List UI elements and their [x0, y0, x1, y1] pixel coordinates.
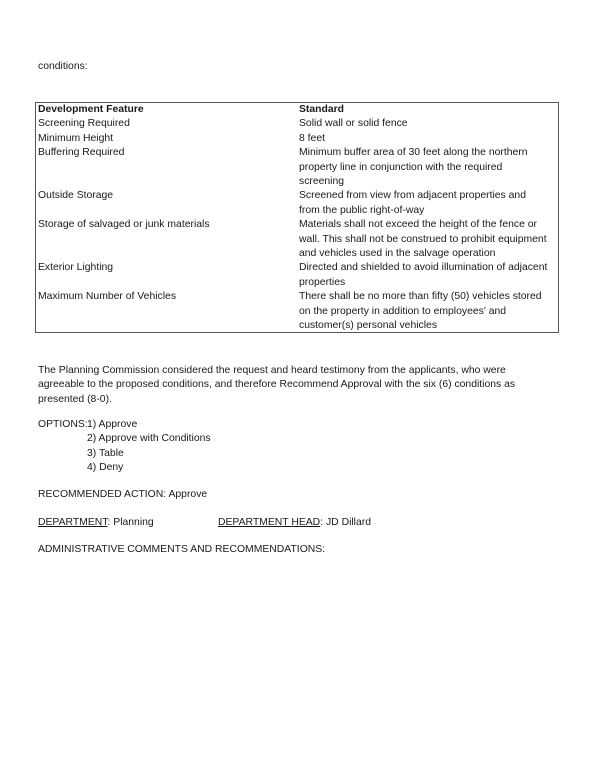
standard-cell [299, 261, 561, 290]
recommended-action: RECOMMENDED ACTION: Approve [38, 489, 208, 500]
feature-cell: Maximum Number of Vehicles [38, 291, 177, 303]
standard-cell [299, 132, 561, 146]
standard-line: There shall be no more than fifty (50) vehicles stored [299, 291, 542, 303]
standard-line: Minimum buffer area of 30 feet along the northern [299, 147, 528, 159]
option-item: 1) Approve [87, 419, 138, 430]
department-head-value: : JD Dillard [320, 517, 372, 528]
standard-line: Screened from view from adjacent properties and [299, 190, 526, 202]
paragraph-line: The Planning Commission considered the request and heard testimony from the applicants, who were [38, 365, 506, 376]
feature-cell: Screening Required [38, 118, 130, 130]
standard-line: properties [299, 276, 346, 288]
standard-line: Materials shall not exceed the height of the fence or [299, 219, 537, 231]
standard-cell [299, 218, 561, 261]
standard-line: screening [299, 176, 345, 187]
standard-line: customer(s) personal vehicles [299, 320, 438, 331]
standard-line: wall. This shall not be construed to prohibit equipment [299, 233, 547, 245]
feature-cell: Minimum Height [38, 132, 114, 144]
header-standard: Standard [299, 104, 345, 115]
paragraph-line: presented (8-0). [38, 393, 112, 405]
standard-line: property line in conjunction with the required [299, 161, 503, 173]
options-label: OPTIONS: [38, 419, 88, 430]
department-field [38, 516, 154, 530]
standard-line: and vehicles used in the salvage operation [299, 248, 496, 259]
option-item: 3) Table [87, 447, 124, 459]
department-head-label: DEPARTMENT HEAD [218, 517, 321, 528]
feature-cell: Exterior Lighting [38, 262, 114, 274]
development-standards-table [35, 102, 559, 333]
feature-cell: Buffering Required [38, 147, 125, 159]
option-item: 2) Approve with Conditions [87, 433, 211, 445]
paragraph-line: agreeable to the proposed conditions, and therefore Recommend Approval with the six (6) conditions as [38, 379, 516, 391]
department-value: : Planning [107, 517, 154, 528]
standard-cell [299, 117, 561, 131]
department-head-field [218, 516, 371, 530]
standard-line: on the property in addition to employees' and [299, 305, 507, 317]
commission-paragraph [38, 364, 578, 407]
standard-line: from the public right-of-way [299, 204, 425, 216]
standard-line: Solid wall or solid fence [299, 118, 408, 130]
standard-line: Directed and shielded to avoid illumination of adjacent [299, 262, 548, 274]
admin-comments-heading: ADMINISTRATIVE COMMENTS AND RECOMMENDATIONS: [38, 544, 326, 555]
intro-text: conditions: [38, 61, 88, 72]
department-label: DEPARTMENT [38, 517, 108, 528]
feature-cell: Storage of salvaged or junk materials [38, 219, 210, 231]
standard-cell [299, 290, 561, 333]
option-item: 4) Deny [87, 462, 124, 474]
header-development-feature: Development Feature [38, 104, 144, 115]
standard-cell [299, 146, 561, 189]
options-list [87, 418, 211, 476]
standard-cell [299, 189, 561, 218]
feature-cell: Outside Storage [38, 190, 114, 202]
standard-line: 8 feet [299, 132, 325, 144]
